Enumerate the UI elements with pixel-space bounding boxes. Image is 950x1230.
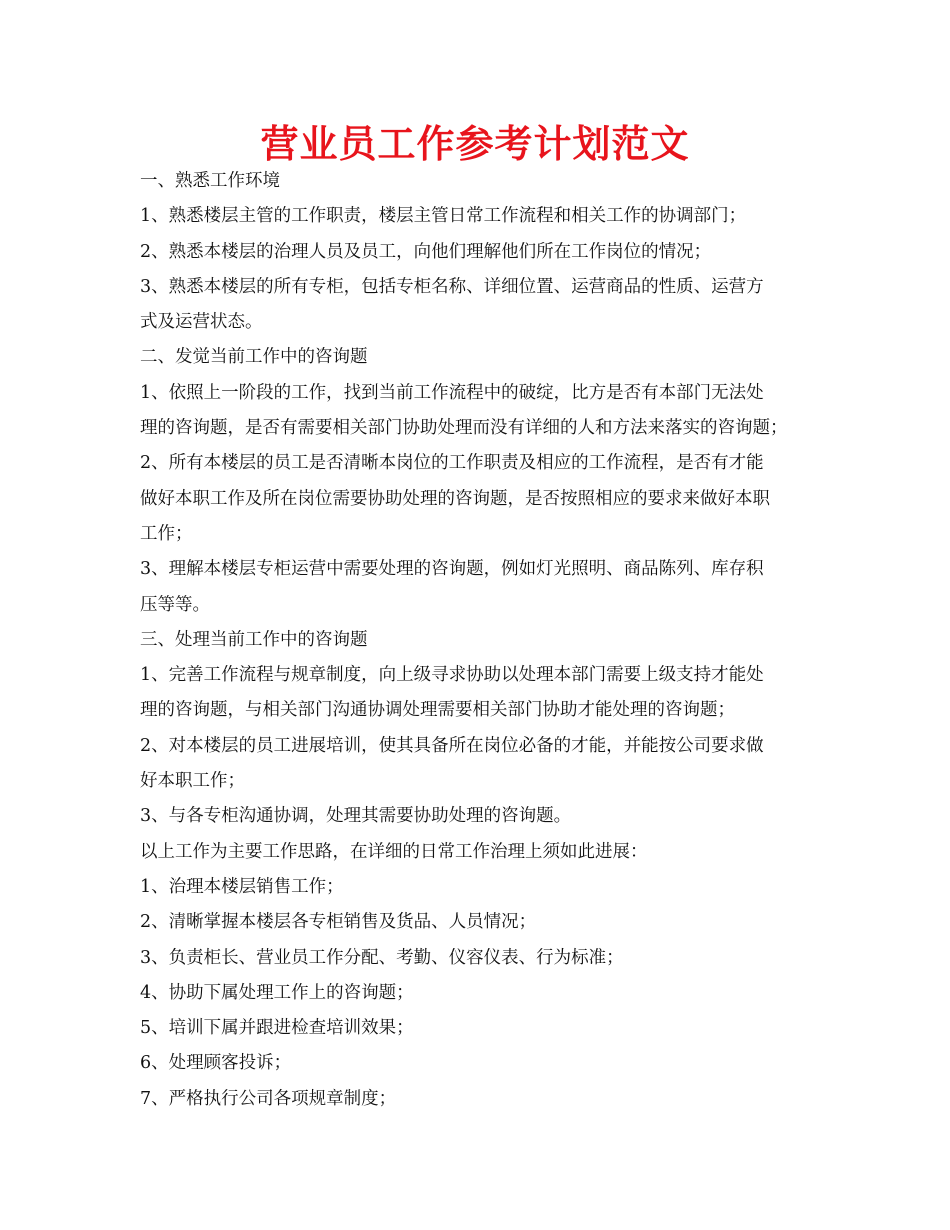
text-line: 2、对本楼层的员工进展培训，使其具备所在岗位必备的才能，并能按公司要求做 xyxy=(140,735,764,756)
text-line: 4、协助下属处理工作上的咨询题； xyxy=(140,982,414,1003)
text-line: 3、与各专柜沟通协调，处理其需要协助处理的咨询题。 xyxy=(140,806,572,827)
text-line: 7、严格执行公司各项规章制度； xyxy=(140,1088,397,1109)
text-line: 6、处理顾客投诉； xyxy=(140,1053,292,1074)
text-line: 做好本职工作及所在岗位需要协助处理的咨询题，是否按照相应的要求来做好本职 xyxy=(140,488,770,509)
text-line: 二、发觉当前工作中的咨询题 xyxy=(140,347,368,368)
text-line: 3、熟悉本楼层的所有专柜，包括专柜名称、详细位置、运营商品的性质、运营方 xyxy=(140,276,764,297)
text-line: 工作； xyxy=(140,523,193,544)
text-line: 3、理解本楼层专柜运营中需要处理的咨询题，例如灯光照明、商品陈列、库存积 xyxy=(140,559,764,580)
text-line: 2、熟悉本楼层的治理人员及员工，向他们理解他们所在工作岗位的情况； xyxy=(140,241,712,262)
text-line: 3、负责柜长、营业员工作分配、考勤、仪容仪表、行为标准； xyxy=(140,947,624,968)
text-line: 式及运营状态。 xyxy=(140,312,263,333)
text-line: 1、治理本楼层销售工作； xyxy=(140,876,344,897)
text-line: 三、处理当前工作中的咨询题 xyxy=(140,629,368,650)
document-body xyxy=(140,164,820,1117)
text-line: 压等等。 xyxy=(140,594,210,615)
text-line: 5、培训下属并跟进检查培训效果； xyxy=(140,1018,414,1039)
text-line: 好本职工作； xyxy=(140,771,245,792)
text-line: 1、依照上一阶段的工作，找到当前工作流程中的破绽，比方是否有本部门无法处 xyxy=(140,382,764,403)
text-line: 2、清晰掌握本楼层各专柜销售及货品、人员情况； xyxy=(140,912,537,933)
text-line: 1、熟悉楼层主管的工作职责，楼层主管日常工作流程和相关工作的协调部门； xyxy=(140,206,747,227)
document-title: 营业员工作参考计划范文 xyxy=(260,122,690,166)
text-line: 以上工作为主要工作思路，在详细的日常工作治理上须如此进展： xyxy=(140,841,648,862)
text-line: 理的咨询题，是否有需要相关部门协助处理而没有详细的人和方法来落实的咨询题； xyxy=(140,418,788,439)
text-line: 理的咨询题，与相关部门沟通协调处理需要相关部门协助才能处理的咨询题； xyxy=(140,700,735,721)
text-line: 1、完善工作流程与规章制度，向上级寻求协助以处理本部门需要上级支持才能处 xyxy=(140,665,764,686)
text-line: 2、所有本楼层的员工是否清晰本岗位的工作职责及相应的工作流程，是否有才能 xyxy=(140,453,764,474)
text-line: 一、熟悉工作环境 xyxy=(140,171,280,191)
